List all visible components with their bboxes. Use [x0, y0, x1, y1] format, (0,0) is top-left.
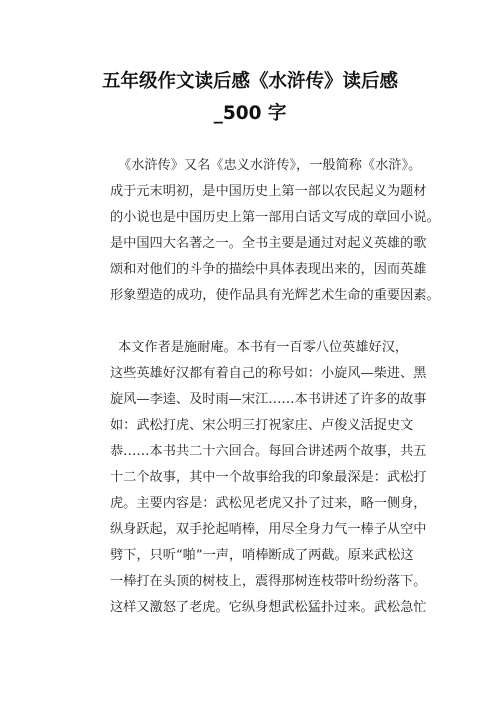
paragraph-line: 十二个故事，其中一个故事给我的印象最深是：武松打 [110, 470, 427, 485]
paragraph-line: 颂和对他们的斗争的描绘中具体表现出来的，因而英雄 [110, 262, 427, 277]
paragraph-line: 的小说也是中国历史上第一部用白话文写成的章回小说。 [110, 210, 440, 225]
paragraph-line: 形象塑造的成功，使作品具有光辉艺术生命的重要因素。 [110, 288, 440, 303]
paragraph-line: 虎。主要内容是：武松见老虎又扑了过来，略一侧身， [110, 496, 427, 511]
paragraph-line: 是中国四大名著之一。全书主要是通过对起义英雄的歌 [110, 236, 427, 251]
paragraph-line: 纵身跃起，双手抡起哨棒，用尽全身力气一棒子从空中 [110, 522, 427, 537]
paragraph-line: 《水浒传》又名《忠义水浒传》，一般简称《水浒》。 [118, 158, 422, 173]
paragraph-1 [110, 153, 440, 309]
document-title-line1: 五年级作文读后感《水浒传》读后感 [101, 71, 398, 92]
document-title-line2: _500 字 [213, 103, 287, 124]
paragraph-line: 这样又激怒了老虎。它纵身想武松猛扑过来。武松急忙 [110, 600, 427, 615]
paragraph-line: 本文作者是施耐庵。本书有一百零八位英雄好汉， [118, 340, 409, 355]
paragraph-line: 旋风—李逵、及时雨—宋江……本书讲述了许多的故事 [110, 392, 427, 407]
paragraph-line: 劈下，只听“啪”一声，哨棒断成了两截。原来武松这 [110, 548, 414, 563]
paragraph-line: 恭……本书共二十六回合。每回合讲述两个故事，共五 [110, 444, 427, 459]
paragraph-line: 这些英雄好汉都有着自己的称号如：小旋风—柴进、黑 [110, 366, 427, 381]
paragraph-line: 一棒打在头顶的树枝上，震得那树连枝带叶纷纷落下。 [110, 574, 427, 589]
paragraph-line: 成于元末明初，是中国历史上第一部以农民起义为题材 [110, 184, 427, 199]
paragraph-2 [110, 335, 427, 621]
paragraph-line: 如：武松打虎、宋公明三打祝家庄、卢俊义活捉史文 [110, 418, 414, 433]
